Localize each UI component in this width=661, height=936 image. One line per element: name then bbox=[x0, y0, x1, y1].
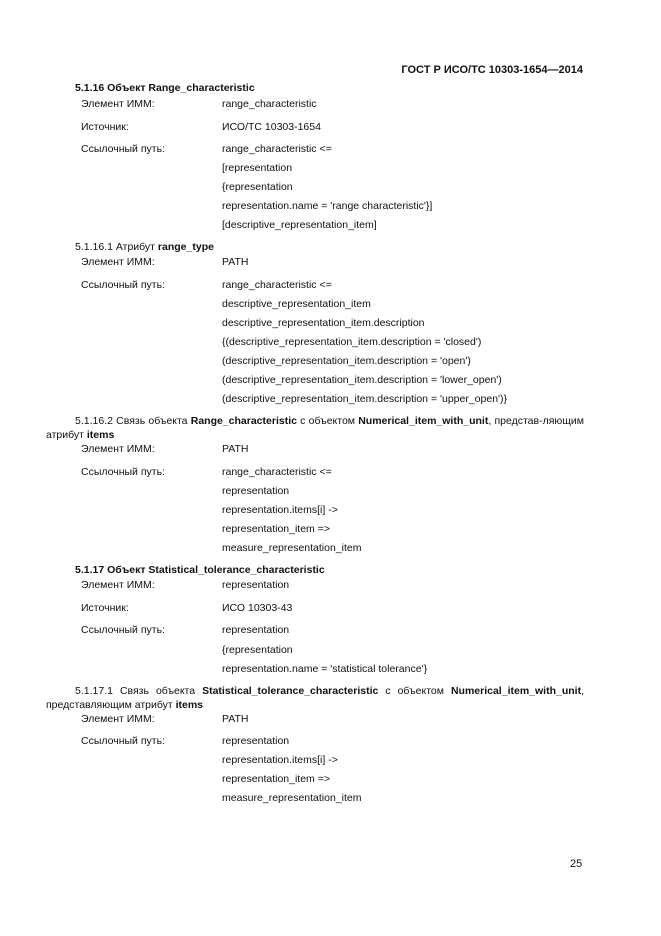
path-line: representation_item => bbox=[222, 523, 330, 535]
path-line: representation.name = 'range characteristic'}] bbox=[222, 200, 433, 212]
value-element: representation bbox=[222, 579, 290, 591]
label-ref-path: Ссылочный путь: bbox=[81, 624, 165, 636]
path-line: descriptive_representation_item.description bbox=[222, 317, 425, 329]
path-line: representation.name = 'statistical tolerance'} bbox=[222, 663, 428, 675]
path-line: {representation bbox=[222, 181, 293, 193]
path-line: {representation bbox=[222, 644, 293, 656]
section-heading-5-1-17: 5.1.17 Объект Statistical_tolerance_characteristic bbox=[75, 564, 325, 576]
subsection-heading-5-1-17-1: 5.1.17.1 Связь объекта Statistical_tolerance_characteristic с объектом Numerical_item_with_unit, представляющим атрибут items bbox=[46, 685, 584, 711]
label-ref-path: Ссылочный путь: bbox=[81, 279, 165, 291]
path-line: range_characteristic <= bbox=[222, 143, 332, 155]
label-element: Элемент ИММ: bbox=[81, 98, 155, 110]
label-ref-path: Ссылочный путь: bbox=[81, 466, 165, 478]
value-source: ИСО/ТС 10303-1654 bbox=[222, 121, 321, 133]
label-element: Элемент ИММ: bbox=[81, 579, 155, 591]
path-line: [descriptive_representation_item] bbox=[222, 219, 377, 231]
label-element: Элемент ИММ: bbox=[81, 256, 155, 268]
path-line: representation_item => bbox=[222, 773, 330, 785]
path-line: measure_representation_item bbox=[222, 542, 362, 554]
path-line: range_characteristic <= bbox=[222, 279, 332, 291]
page-number: 25 bbox=[570, 858, 583, 870]
path-line: [representation bbox=[222, 162, 293, 174]
path-line: representation.items[i] -> bbox=[222, 754, 338, 766]
label-element: Элемент ИММ: bbox=[81, 443, 155, 455]
path-line: range_characteristic <= bbox=[222, 466, 332, 478]
label-element: Элемент ИММ: bbox=[81, 713, 155, 725]
label-ref-path: Ссылочный путь: bbox=[81, 143, 165, 155]
value-element: range_characteristic bbox=[222, 98, 317, 110]
value-element: PATH bbox=[222, 256, 249, 268]
value-source: ИСО 10303-43 bbox=[222, 602, 293, 614]
path-line: representation bbox=[222, 624, 290, 636]
label-ref-path: Ссылочный путь: bbox=[81, 735, 165, 747]
label-source: Источник: bbox=[81, 121, 129, 133]
path-line: {(descriptive_representation_item.description = 'closed') bbox=[222, 336, 482, 348]
path-line: representation bbox=[222, 735, 290, 747]
value-element: PATH bbox=[222, 713, 249, 725]
path-line: measure_representation_item bbox=[222, 792, 362, 804]
path-line: descriptive_representation_item bbox=[222, 298, 371, 310]
label-source: Источник: bbox=[81, 602, 129, 614]
path-line: representation.items[i] -> bbox=[222, 504, 338, 516]
path-line: (descriptive_representation_item.description = 'lower_open') bbox=[222, 374, 502, 386]
value-element: PATH bbox=[222, 443, 249, 455]
subsection-heading-5-1-16-1: 5.1.16.1 Атрибут range_type bbox=[75, 241, 214, 253]
document-header: ГОСТ Р ИСО/ТС 10303-1654—2014 bbox=[401, 64, 583, 76]
path-line: (descriptive_representation_item.description = 'open') bbox=[222, 355, 471, 367]
path-line: representation bbox=[222, 485, 290, 497]
subsection-heading-5-1-16-2: 5.1.16.2 Связь объекта Range_characteristic с объектом Numerical_item_with_unit, представ-ляющим атрибут items bbox=[46, 415, 584, 441]
path-line: (descriptive_representation_item.description = 'upper_open')} bbox=[222, 393, 508, 405]
section-heading-5-1-16: 5.1.16 Объект Range_characteristic bbox=[75, 82, 255, 94]
